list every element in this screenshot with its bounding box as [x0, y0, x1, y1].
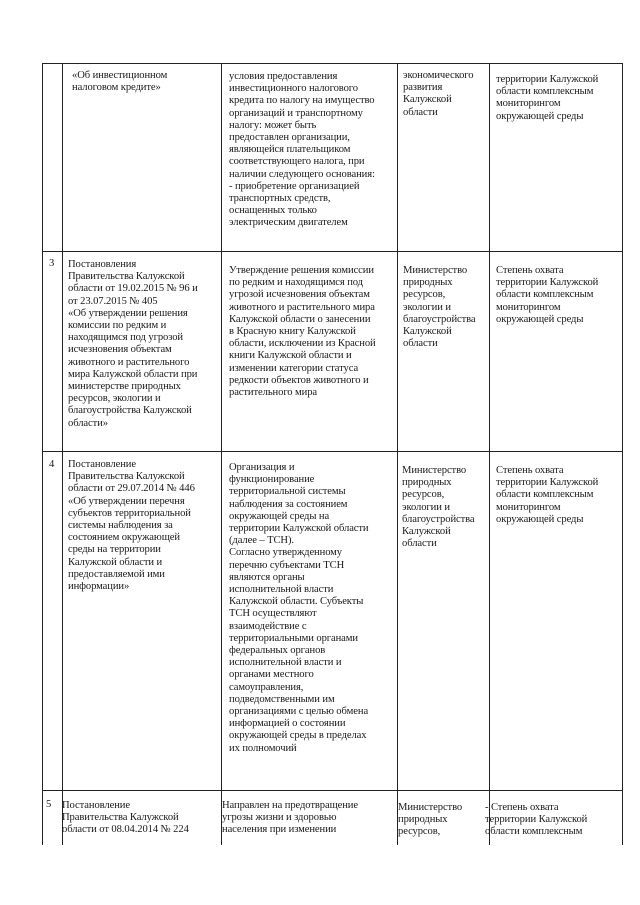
- row-agency-cell: экономического развития Калужской области: [403, 70, 474, 118]
- row-indicator-cell: - Степень охвата территории Калужской области комплексным: [485, 802, 588, 838]
- column-divider: [42, 63, 43, 845]
- column-divider: [397, 63, 398, 845]
- row-document-cell: «Об инвестиционном налоговом кредите»: [72, 70, 168, 94]
- row-document-cell: Постановления Правительства Калужской области от 19.02.2015 № 96 и от 23.07.2015 № 405 «Об утверждении решения комиссии по редким и находящимся под угрозой исчезновения объектам животного и растительного мира Калужской области при министерстве природных ресурсов, экологии и благоустройства Калужской области»: [68, 259, 198, 429]
- table-top-border: [42, 63, 622, 64]
- row-document-cell: Постановление Правительства Калужской области от 29.07.2014 № 446 «Об утверждении перечня субъектов территориальной системы наблюдения за состоянием окружающей среды на территории Калужской области и предоставляемой ими информации»: [68, 459, 195, 593]
- row-agency-cell: Министерство природных ресурсов,: [398, 802, 463, 838]
- row-document-cell: Постановление Правительства Калужской области от 08.04.2014 № 224: [62, 800, 189, 836]
- row-description-cell: Направлен на предотвращение угрозы жизни и здоровью населения при изменении: [222, 800, 358, 836]
- column-divider: [221, 63, 222, 845]
- row-description-cell: Организация и функционирование территориальной системы наблюдения за состоянием окружающей среды на территории Калужской области (далее – ТСН). Согласно утвержденному перечню субъектами ТСН являются органы исполнительной власти Калужской области. Субъекты ТСН осуществляют взаимодействие с территориальными органами федеральных органов исполнительной власти и органами местного самоуправления, подведомственными им организациями с целью обмена информацией о состоянии окружающей среды в пределах их полномочий: [229, 462, 369, 754]
- row-indicator-cell: Степень охвата территории Калужской области комплексным мониторингом окружающей среды: [496, 265, 599, 325]
- row-description-cell: Утверждение решения комиссии по редким и находящимся под угрозой исчезновения объектам животного и растительного мира Калужской области о занесении в Красную книгу Калужской области, исключении из Красной книги Калужской области и изменении категории статуса редкости объектов животного и растительного мира: [229, 265, 376, 399]
- row-agency-cell: Министерство природных ресурсов, экологии и благоустройства Калужской области: [402, 465, 475, 550]
- row-divider: [42, 790, 622, 791]
- row-number: 5: [46, 799, 52, 810]
- column-divider: [62, 63, 63, 845]
- column-divider: [622, 63, 623, 845]
- row-indicator-cell: территории Калужской области комплексным мониторингом окружающей среды: [496, 74, 599, 122]
- row-divider: [42, 451, 622, 452]
- row-number: 4: [49, 459, 55, 470]
- row-number: 3: [49, 258, 55, 269]
- column-divider: [489, 63, 490, 845]
- row-description-cell: условия предоставления инвестиционного налогового кредита по налогу на имущество организаций и транспортному налогу: может быть предоставлен организации, являющейся плательщиком соответствующего налога, при наличии следующего основания: - приобретение организацией транспортных средств, оснащенных только электрическим двигателем: [229, 71, 375, 229]
- row-indicator-cell: Степень охвата территории Калужской области комплексным мониторингом окружающей среды: [496, 465, 599, 525]
- row-divider: [42, 251, 622, 252]
- row-agency-cell: Министерство природных ресурсов, экологии и благоустройства Калужской области: [403, 265, 476, 350]
